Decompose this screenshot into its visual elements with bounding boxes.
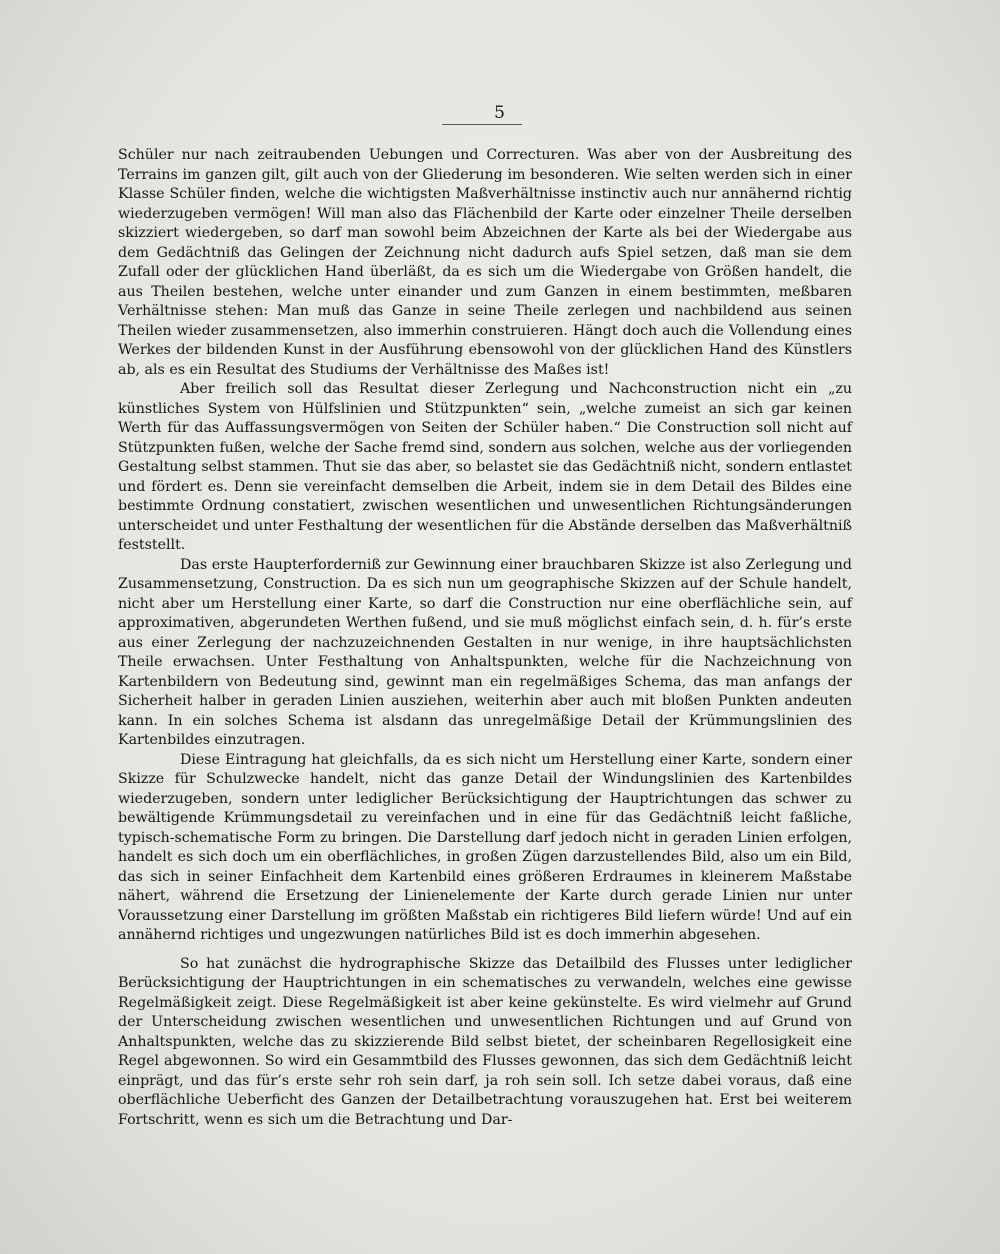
paragraph-2: Aber freilich soll das Resultat dieser Zerlegung und Nachconstruction nicht ein „zu künstliches System von Hülfslinien und Stützpunkten“ sein, „welche zumeist an sich gar keinen Werth für das Auffassungsvermögen von Seiten der Schüler haben.“ Die Construction soll nicht auf Stützpunkten fußen, welche der Sache fremd sind, sondern aus solchen, welche aus der vorliegenden Gestaltung selbst stammen. Thut sie das aber, so belastet sie das Gedächtniß nicht, sondern entlastet und fördert es. Denn sie vereinfacht demselben die Arbeit, indem sie in dem Detail des Bildes eine bestimmte Ordnung constatiert, zwischen wesentlichen und unwesentlichen Richtungsänderungen unterscheidet und unter Festhaltung der wesentlichen für die Abstände derselben das Maßverhältniß feststellt. bbox=[118, 381, 852, 553]
paragraph-3: Das erste Haupterforderniß zur Gewinnung einer brauchbaren Skizze ist also Zerlegung und Zusammensetzung, Construction. Da es sich nun um geographische Skizzen auf der Schule handelt, nicht aber um Herstellung einer Karte, so darf die Construction nur eine oberflächliche sein, auf approximativen, abgerundeten Werthen fußend, und sie muß möglichst einfach sein, d. h. für’s erste aus einer Zerlegung der nachzuzeichnenden Gestalten in nur wenige, in ihre hauptsächlichsten Theile erwachsen. Unter Festhaltung von Anhaltspunkten, welche für die Nachzeichnung von Kartenbildern von Bedeutung sind, gewinnt man ein regelmäßiges Schema, das man anfangs der Sicherheit halber in geraden Linien ausziehen, weiterhin aber auch mit bloßen Punkten andeuten kann. In ein solches Schema ist alsdann das unregelmäßige Detail der Krümmungslinien des Kartenbildes einzutragen. bbox=[118, 556, 852, 748]
paragraph-1: Schüler nur nach zeitraubenden Uebungen und Correcturen. Was aber von der Ausbreitung des Terrains im ganzen gilt, gilt auch von der Gliederung im besonderen. Wie selten werden sich in einer Klasse Schüler finden, welche die wichtigsten Maßverhältnisse instinctiv auch nur annähernd richtig wiederzugeben vermögen! Will man also das Flächenbild der Karte oder einzelner Theile derselben skizziert wiedergeben, so darf man sowohl beim Abzeichnen der Karte als bei der Wiedergabe aus dem Gedächtniß das Gelingen der Zeichnung nicht dadurch aufs Spiel setzen, daß man sie dem Zufall oder der glücklichen Hand überläßt, da es sich um die Wiedergabe von Größen handelt, die aus Theilen bestehen, welche unter einander und zum Ganzen in einem bestimmten, meßbaren Verhältnisse stehen: Man muß das Ganze in seine Theile zerlegen und nachbildend aus seinen Theilen wieder zusammensetzen, also immerhin construieren. Hängt doch auch die Vollendung eines Werkes der bildenden Kunst in der Ausführung ebensowohl von der glücklichen Hand des Künstlers ab, als es ein Resultat des Studiums der Verhältnisse des Maßes ist! bbox=[118, 147, 852, 378]
paragraph-5: So hat zunächst die hydrographische Skizze das Detailbild des Flusses unter lediglicher Berücksichtigung der Hauptrichtungen in ein schematisches zu verwandeln, welches eine gewisse Regelmäßigkeit zeigt. Diese Regelmäßigkeit ist aber keine gekünstelte. Es wird vielmehr auf Grund der Unterscheidung zwischen wesentlichen und unwesentlichen Richtungen und auf Grund von Anhaltspunkten, welche das zu skizzierende Bild selbst bietet, der scheinbaren Regellosigkeit eine Regel abgewonnen. So wird ein Gesammtbild des Flusses gewonnen, das sich dem Gedächtniß leicht einprägt, und das für’s erste sehr roh sein darf, ja roh sein soll. Ich setze dabei voraus, daß eine oberflächliche Ueberficht des Ganzen der Detailbetrachtung vorauszugehen hat. Erst bei weiterem Fortschritt, wenn es sich um die Betrachtung und Dar- bbox=[118, 955, 852, 1128]
paragraph-4: Diese Eintragung hat gleichfalls, da es sich nicht um Herstellung einer Karte, sondern einer Skizze für Schulzwecke handelt, nicht das ganze Detail der Windungslinien des Kartenbildes wiederzugeben, sondern unter lediglicher Berücksichtigung der Hauptrichtungen das schwer zu bewältigende Krümmungsdetail zu vereinfachen und in eine für das Gedächtniß leicht faßliche, typisch-schematische Form zu bringen. Die Darstellung darf jedoch nicht in geraden Linien erfolgen, handelt es sich doch um ein oberflächliches, in großen Zügen darzustellendes Bild, also um ein Bild, das sich in seiner Einfachheit dem Kartenbild eines größeren Erdraumes in kleinerem Maßstabe nähert, während die Ersetzung der Linienelemente der Karte durch gerade Linien nur unter Voraussetzung einer Darstellung im größten Maßstab ein richtigeres Bild liefern würde! Und auf ein annähernd richtiges und ungezwungen natürliches Bild ist es doch immerhin abgesehen. bbox=[118, 751, 852, 943]
body-text bbox=[118, 146, 852, 1130]
header-rule bbox=[442, 124, 522, 125]
page-number: 5 bbox=[494, 103, 506, 123]
